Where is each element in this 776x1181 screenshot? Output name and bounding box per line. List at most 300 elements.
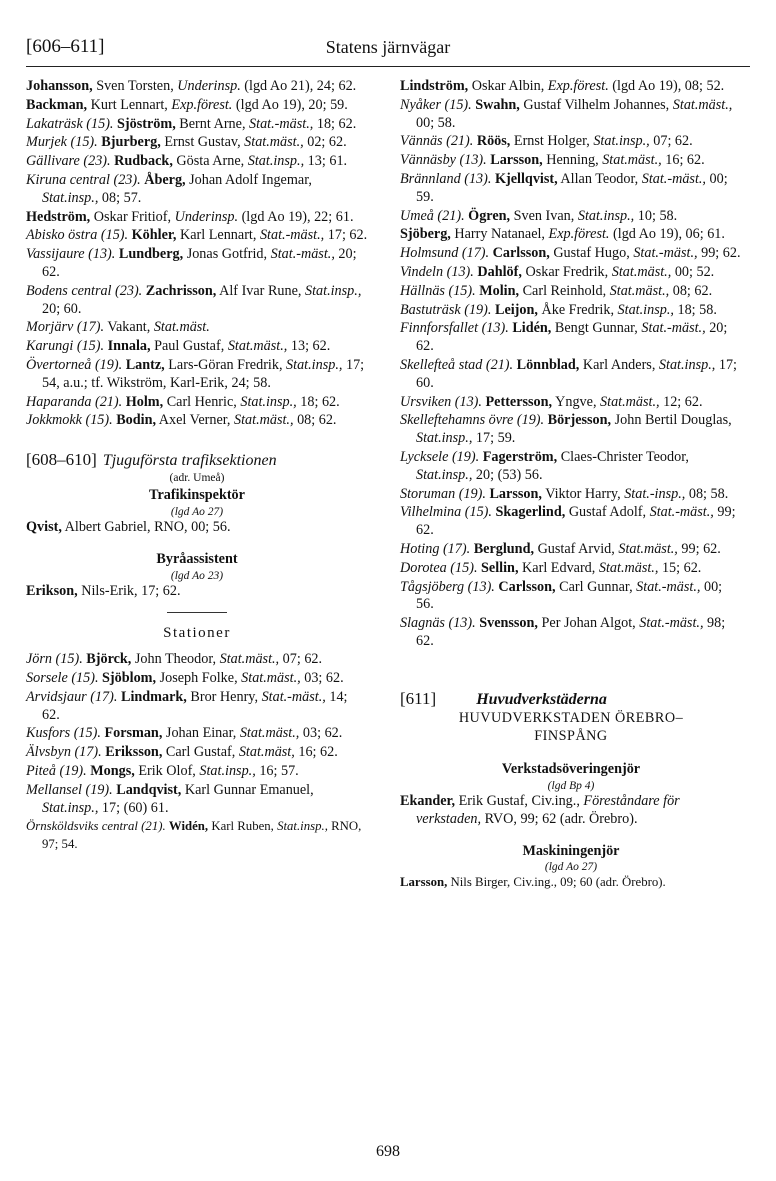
person-details: John Theodor, — [131, 651, 220, 668]
job-title: Stat.-mäst., — [649, 504, 714, 521]
job-title: Exp.förest. — [171, 96, 233, 113]
person-details: Paul Gustaf, — [150, 338, 228, 355]
person-name: Ögren, — [468, 207, 511, 224]
section-address: (adr. Umeå) — [169, 472, 225, 485]
job-title: Stat.-mäst., — [639, 615, 704, 632]
person-details: Gustaf Vilhelm Johannes, — [519, 96, 673, 113]
directory-entry — [26, 172, 368, 208]
station-location: Vilhelmina (15). — [400, 504, 492, 521]
person-name: Lantz, — [125, 356, 165, 373]
person-title: Föreståndare för verkstaden, — [416, 793, 680, 827]
station-location: Finnforsfallet (13). — [400, 320, 509, 337]
left-entry-list — [26, 78, 368, 430]
directory-entry — [26, 818, 368, 854]
station-location: Piteå (19). — [26, 762, 87, 779]
workshop-name-cont: FINSPÅNG — [534, 727, 608, 744]
stations-heading: Stationer — [163, 625, 231, 642]
person-details: Oskar Fritiof, — [90, 208, 175, 225]
directory-entry — [400, 486, 742, 504]
directory-entry — [400, 97, 742, 133]
role-heading: Maskiningenjör — [522, 842, 620, 859]
entry-tail: 13; 61. — [304, 153, 348, 170]
station-location: Slagnäs (13). — [400, 615, 476, 632]
person-entry — [26, 519, 368, 537]
person-details: Karl Ruben, — [208, 819, 278, 834]
person-details: Kurt Lennart, — [87, 96, 172, 113]
person-name: Leijon, — [494, 301, 538, 318]
job-title: Underinsp. — [177, 78, 241, 94]
station-location: Örnsköldsviks central (21). — [26, 819, 166, 834]
section-title: Tjuguförsta trafiksektionen — [102, 452, 277, 470]
person-name: Röös, — [476, 133, 511, 150]
station-location: Ursviken (13). — [400, 393, 482, 410]
job-title: Stat.-mäst., — [641, 170, 706, 187]
person-name: Innala, — [107, 338, 151, 355]
person-details: Oskar Albin, — [468, 78, 548, 94]
person-details: Gustaf Arvid, — [534, 540, 619, 557]
person-details: Per Johan Algot, — [537, 615, 640, 632]
page-range: [606–611] — [26, 36, 105, 57]
person-name: Åberg, — [144, 171, 186, 188]
station-location: Hoting (17). — [400, 540, 471, 557]
entry-tail: 10; 58. — [634, 207, 678, 224]
person-details: Erik Gustaf, Civ.ing., — [455, 793, 584, 810]
person-name: Larsson, — [490, 152, 543, 169]
entry-tail: RNO, 97; 54. — [42, 819, 362, 852]
station-location: Abisko östra (15). — [26, 227, 129, 244]
role-heading: Verkstadsöveringenjör — [501, 761, 641, 778]
job-title: Stat.insp., — [593, 133, 650, 150]
person-name: Ekander, — [400, 793, 456, 810]
entry-tail: 17; 54, a.u.; tf. Wikström, Karl-Erik, 24; 58. — [42, 356, 365, 391]
entry-tail: 00; 56. — [416, 578, 723, 613]
station-location: Lakaträsk (15). — [26, 115, 114, 132]
person-details: Gösta Arne, — [172, 153, 248, 170]
job-title: Stat.insp., — [240, 393, 297, 410]
entry-tail: 99; 62. — [677, 540, 721, 557]
person-name: Hedström, — [26, 208, 91, 225]
job-title: Stat.mäst., — [244, 134, 304, 151]
directory-entry — [400, 264, 742, 282]
person-details: Carl Reinhold, — [519, 282, 610, 299]
person-details: Bernt Arne, — [175, 115, 250, 132]
job-title: Stat.insp., — [416, 430, 473, 447]
job-title: Stat.insp., — [617, 301, 674, 318]
directory-entry — [400, 133, 742, 151]
station-location: Bodens central (23). — [26, 282, 143, 299]
station-location: Gällivare (23). — [26, 153, 111, 170]
person-name: Larsson, — [400, 875, 448, 890]
job-title: Stat.-insp., — [624, 485, 686, 502]
station-location: Tågsjöberg (13). — [400, 578, 495, 595]
directory-entry — [26, 725, 368, 743]
entry-tail: 17; 60. — [416, 356, 737, 391]
person-name: Sjöberg, — [400, 226, 451, 243]
person-name: Lidén, — [512, 320, 552, 337]
person-details: Åke Fredrik, — [537, 301, 618, 318]
person-details: Vakant, — [107, 319, 154, 336]
entry-tail: (lgd Ao 19), 06; 61. — [609, 226, 725, 243]
entry-tail: 03; 62. — [299, 725, 343, 742]
station-location: Storuman (19). — [400, 485, 486, 502]
role-grade: (lgd Ao 23) — [170, 569, 224, 582]
job-title: Stat.insp., — [199, 762, 256, 779]
person-details: Yngve, — [552, 393, 601, 410]
entry-tail: 99; 62. — [697, 245, 741, 262]
station-location: Arvidsjaur (17). — [26, 688, 118, 705]
directory-entry — [400, 357, 742, 393]
person-name: Lönnblad, — [516, 356, 580, 373]
station-location: Nyåker (15). — [400, 96, 472, 113]
directory-entry — [400, 226, 742, 244]
entry-tail: 08; 62. — [293, 412, 337, 429]
person-name: Skagerlind, — [495, 504, 566, 521]
person-name: Eriksson, — [105, 744, 163, 761]
entry-tail: 16; 57. — [255, 762, 299, 779]
job-title: Stat.mäst, — [238, 744, 295, 761]
station-location: Brännland (13). — [400, 170, 492, 187]
job-title: Stat.mäst., — [234, 412, 294, 429]
job-title: Underinsp. — [174, 208, 239, 225]
person-name: Johansson, — [26, 78, 93, 94]
entry-tail: 17; 62. — [324, 227, 368, 244]
directory-entry — [400, 208, 742, 226]
directory-entry — [400, 302, 742, 320]
directory-entry — [26, 763, 368, 781]
person-details: Oskar Fredrik, — [521, 263, 612, 280]
job-title: Stat.mäst., — [241, 669, 301, 686]
person-details: Bengt Gunnar, — [551, 320, 642, 337]
entry-tail: 14; 62. — [42, 688, 348, 723]
person-details: Bror Henry, — [186, 688, 262, 705]
workshop-name: HUVUDVERKSTADEN ÖREBRO– — [458, 709, 684, 726]
entry-tail: 20; (53) 56. — [472, 466, 543, 483]
person-details: Henning, — [542, 152, 603, 169]
person-name: Forsman, — [104, 725, 163, 742]
entry-tail: 07; 62. — [279, 651, 323, 668]
person-details: Carl Gustaf, — [162, 744, 239, 761]
entry-tail: 20; 62. — [416, 320, 728, 355]
job-title: Stat.insp., — [277, 819, 328, 834]
person-name: Rudback, — [114, 153, 173, 170]
person-name: Björck, — [86, 651, 132, 668]
directory-entry — [26, 744, 368, 762]
station-location: Holmsund (17). — [400, 245, 490, 262]
directory-entry — [26, 78, 368, 96]
entry-tail: 08; 57. — [98, 189, 142, 206]
entry-tail: (lgd Ao 19), 20; 59. — [232, 96, 348, 113]
role-heading: Byråassistent — [156, 550, 238, 567]
person-name: Fagerström, — [482, 448, 558, 465]
station-location: Karungi (15). — [26, 338, 105, 355]
person-name: Qvist, — [26, 518, 62, 535]
entry-tail: 08; 62. — [669, 282, 713, 299]
station-location: Jokkmokk (15). — [26, 412, 113, 429]
entry-tail: 03; 62. — [300, 669, 344, 686]
entry-tail: (lgd Ao 21), 24; 62. — [240, 78, 357, 94]
entry-tail: 17; (60) 61. — [98, 799, 169, 816]
person-name: Sjöblom, — [102, 669, 157, 686]
entry-tail: 00; 58. — [416, 114, 456, 131]
entry-tail: 20; 60. — [42, 300, 82, 317]
person-details: Johan Einar, — [162, 725, 240, 742]
section-number: [611] — [400, 688, 437, 708]
role-grade: (lgd Ao 27) — [170, 505, 224, 518]
person-details: Gustaf Hugo, — [549, 245, 634, 262]
job-title: Stat.insp., — [658, 356, 716, 373]
person-details: Karl Gunnar Emanuel, — [181, 781, 314, 798]
job-title: Stat.-mäst., — [249, 115, 314, 132]
person-name: Backman, — [26, 96, 88, 113]
directory-entry — [400, 560, 742, 578]
person-entry — [400, 793, 742, 829]
entry-tail: 08; 58. — [685, 485, 729, 502]
job-title: Stat.mäst., — [219, 651, 280, 668]
entry-tail: 98; 62. — [416, 615, 726, 649]
directory-entry — [400, 245, 742, 263]
entry-tail: 13; 62. — [287, 338, 331, 355]
station-location: Lycksele (19). — [400, 448, 480, 465]
person-name: Mongs, — [90, 762, 135, 779]
job-title: Stat.mäst., — [618, 540, 678, 557]
directory-entry — [400, 579, 742, 615]
person-name: Berglund, — [473, 540, 535, 557]
section-608-heading — [26, 450, 368, 471]
directory-entry — [400, 615, 742, 651]
directory-entry — [26, 394, 368, 412]
directory-entry — [400, 320, 742, 356]
station-location: Jörn (15). — [26, 651, 83, 668]
person-details: Axel Verner, — [156, 412, 234, 429]
person-details: Harry Natanael, — [450, 226, 549, 243]
person-details: Allan Teodor, — [557, 170, 642, 187]
person-name: Zachrisson, — [145, 282, 217, 299]
directory-entry — [26, 153, 368, 171]
person-details: Karl Lennart, — [176, 227, 260, 244]
station-location: Bastuträsk (19). — [400, 301, 492, 318]
person-details: Karl Edvard, — [518, 559, 599, 576]
directory-entry — [26, 357, 368, 393]
station-location: Mellansel (19). — [26, 781, 113, 798]
person-name: Widén, — [168, 819, 209, 834]
person-entry — [26, 583, 368, 601]
entry-tail: 20; 62. — [42, 246, 357, 280]
person-details: Ernst Gustav, — [160, 134, 245, 151]
job-title: Stat.mäst., — [602, 152, 662, 169]
job-title: Stat.mäst., — [611, 263, 672, 280]
person-name: Pettersson, — [485, 393, 553, 410]
person-details: Joseph Folke, — [156, 669, 242, 686]
entry-tail: 02; 62. — [303, 134, 347, 151]
job-title: Exp.förest. — [548, 226, 610, 243]
job-title: Stat.-mäst., — [641, 320, 706, 337]
person-details: Karl Anders, — [579, 356, 659, 373]
person-name: Carlsson, — [492, 245, 550, 262]
directory-entry — [26, 246, 368, 282]
entry-tail: 00; 52. — [671, 263, 715, 280]
directory-entry — [26, 134, 368, 152]
station-location: Murjek (15). — [26, 134, 98, 151]
person-details: Ernst Holger, — [510, 133, 594, 150]
station-location: Kiruna central (23). — [26, 171, 141, 188]
directory-entry — [400, 283, 742, 301]
entry-tail: 18; 62. — [296, 393, 340, 410]
person-details: Jonas Gotfrid, — [183, 246, 271, 263]
job-title: Stat.-mäst., — [261, 688, 326, 705]
station-location: Haparanda (21). — [26, 393, 123, 410]
role-heading: Trafikinspektör — [149, 487, 245, 504]
station-location: Kusfors (15). — [26, 725, 101, 742]
directory-entry — [26, 651, 368, 669]
directory-entry — [26, 338, 368, 356]
entry-tail: 00; 59. — [416, 170, 728, 205]
person-details: Nils-Erik, 17; 62. — [77, 582, 181, 599]
directory-entry — [26, 689, 368, 725]
directory-entry — [400, 449, 742, 485]
station-location: Dorotea (15). — [400, 559, 478, 576]
job-title: Exp.förest. — [547, 78, 609, 94]
person-name: Lindmark, — [120, 688, 187, 705]
directory-entry — [400, 171, 742, 207]
entry-tail: (lgd Ao 19), 22; 61. — [238, 208, 354, 225]
directory-entry — [26, 209, 368, 227]
job-title: Stat.-mäst., — [633, 245, 698, 262]
person-name: Köhler, — [131, 227, 177, 244]
directory-entry — [26, 782, 368, 818]
job-title: Stat.insp., — [286, 356, 343, 373]
role-grade: (lgd Bp 4) — [547, 780, 595, 793]
left-station-list — [26, 651, 368, 854]
person-name: Landqvist, — [116, 781, 182, 798]
person-details: Sven Torsten, — [92, 78, 178, 94]
person-name: Sjöström, — [117, 115, 176, 132]
person-name: Dahlöf, — [477, 263, 522, 280]
person-name: Lindström, — [400, 78, 469, 94]
job-title: Stat.-mäst., — [636, 578, 701, 595]
job-title: Stat.mäst., — [227, 338, 288, 355]
entry-tail: (lgd Ao 19), 08; 52. — [608, 78, 725, 94]
directory-entry — [26, 227, 368, 245]
entry-tail: 16; 62. — [294, 744, 338, 761]
job-title: Stat.insp., — [42, 189, 99, 206]
person-details: Nils Birger, Civ.ing., 09; 60 (adr. Örebro). — [447, 875, 666, 890]
directory-entry — [400, 504, 742, 540]
person-name: Molin, — [479, 282, 520, 299]
person-name: Börjesson, — [547, 412, 612, 429]
section-title: Huvudverkstäderna — [476, 690, 607, 708]
job-title: Stat.insp., — [305, 282, 362, 299]
person-details: Johan Adolf Ingemar, — [185, 171, 312, 188]
job-title: Stat.mäst., — [598, 559, 659, 576]
person-name: Lundberg, — [118, 246, 184, 263]
job-title: Stat.mäst., — [672, 96, 733, 113]
job-title: Stat.insp., — [577, 207, 635, 224]
directory-entry — [400, 541, 742, 559]
job-title: Stat.insp., — [247, 153, 305, 170]
person-details: Albert Gabriel, RNO, 00; 56. — [61, 518, 231, 535]
person-tail: RVO, 99; 62 (adr. Örebro). — [481, 810, 638, 827]
person-details: Erik Olof, — [134, 762, 200, 779]
person-name: Erikson, — [26, 582, 78, 599]
entry-tail: 16; 62. — [661, 152, 705, 169]
person-name: Holm, — [125, 393, 164, 410]
role-grade: (lgd Ao 27) — [544, 861, 598, 874]
directory-entry — [26, 283, 368, 319]
entry-tail: 99; 62. — [416, 504, 736, 539]
person-details: Gustaf Adolf, — [565, 504, 650, 521]
job-title: Stat.-mäst., — [270, 246, 335, 263]
right-entry-list — [400, 78, 742, 651]
station-location: Övertorneå (19). — [26, 356, 123, 373]
directory-entry — [26, 319, 368, 337]
job-title: Stat.insp., — [42, 799, 99, 816]
entry-tail: 18; 58. — [673, 301, 717, 318]
section-number: [608–610] — [26, 450, 97, 470]
job-title: Stat.insp., — [416, 466, 473, 483]
directory-entry — [400, 78, 742, 96]
job-title: Stat.mäst., — [239, 725, 300, 742]
person-details: John Bertil Douglas, — [611, 412, 732, 429]
station-location: Skelleftehamns övre (19). — [400, 412, 545, 429]
person-details: Sven Ivan, — [510, 207, 578, 224]
directory-entry — [400, 412, 742, 448]
entry-tail: 17; 59. — [472, 430, 516, 447]
station-location: Vännäs (21). — [400, 133, 474, 150]
person-name: Kjellqvist, — [494, 170, 558, 187]
person-details: Alf Ivar Rune, — [216, 282, 305, 299]
person-entry — [400, 874, 742, 892]
station-location: Älvsbyn (17). — [26, 744, 102, 761]
header-rule — [26, 66, 750, 67]
right-column — [400, 78, 742, 892]
page-number: 698 — [376, 1143, 400, 1160]
person-details: Viktor Harry, — [541, 485, 625, 502]
job-title: Stat.mäst. — [153, 319, 210, 336]
station-location: Morjärv (17). — [26, 319, 105, 336]
directory-entry — [400, 394, 742, 412]
station-location: Vassijaure (13). — [26, 246, 116, 263]
entry-tail: 07; 62. — [649, 133, 693, 150]
directory-entry — [26, 97, 368, 115]
station-location: Skellefteå stad (21). — [400, 356, 514, 373]
job-title: Stat.mäst., — [609, 282, 670, 299]
job-title: Stat.mäst., — [600, 393, 660, 410]
running-title: Statens järnvägar — [325, 37, 451, 57]
entry-tail: 18; 62. — [313, 115, 357, 132]
person-name: Bodin, — [116, 412, 157, 429]
station-location: Vännäsby (13). — [400, 152, 487, 169]
person-name: Carlsson, — [498, 578, 556, 595]
person-details: Carl Gunnar, — [555, 578, 637, 595]
person-name: Swahn, — [475, 96, 520, 113]
entry-tail: 12; 62. — [659, 393, 703, 410]
person-name: Sellin, — [481, 559, 519, 576]
job-title: Stat.-mäst., — [259, 227, 325, 244]
person-details: Carl Henric, — [163, 393, 241, 410]
entry-tail: 15; 62. — [658, 559, 702, 576]
station-location: Hällnäs (15). — [400, 282, 476, 299]
directory-entry — [26, 670, 368, 688]
directory-entry — [26, 116, 368, 134]
person-details: Claes-Christer Teodor, — [557, 448, 689, 465]
person-name: Svensson, — [479, 615, 538, 632]
section-611-heading — [400, 689, 742, 710]
divider — [167, 612, 227, 613]
left-column — [26, 78, 368, 855]
station-location: Vindeln (13). — [400, 263, 474, 280]
directory-entry — [400, 152, 742, 170]
person-details: Lars-Göran Fredrik, — [164, 356, 287, 373]
